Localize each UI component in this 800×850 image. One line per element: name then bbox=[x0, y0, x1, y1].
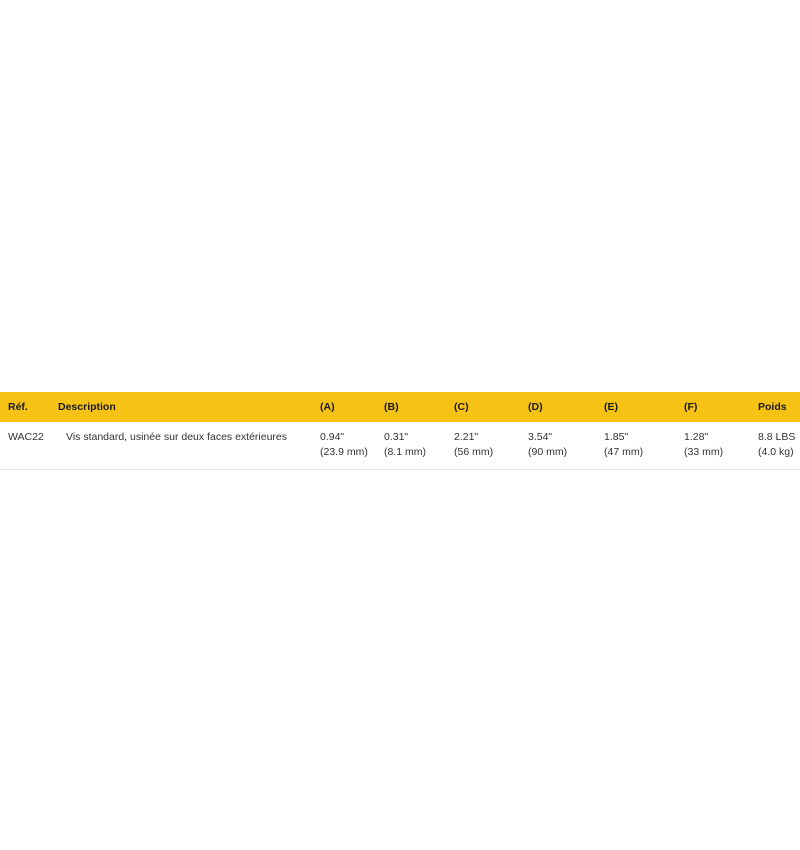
column-header-e: (E) bbox=[604, 401, 618, 413]
cell-dimension-f bbox=[684, 422, 758, 469]
dimension-e-metric: (47 mm) bbox=[604, 445, 644, 458]
specification-table-container bbox=[0, 392, 800, 470]
table-body bbox=[0, 422, 800, 469]
weight-metric: (4.0 kg) bbox=[758, 445, 794, 458]
dimension-d-metric: (90 mm) bbox=[528, 445, 568, 458]
table-row bbox=[0, 422, 800, 469]
dimension-c-metric: (56 mm) bbox=[454, 445, 494, 458]
dimension-f-imperial: 1.28" bbox=[684, 431, 709, 443]
table-header-row bbox=[0, 392, 800, 422]
cell-dimension-a bbox=[320, 422, 384, 469]
column-header-b: (B) bbox=[384, 401, 399, 413]
column-header-a: (A) bbox=[320, 401, 335, 413]
dimension-b-imperial: 0.31" bbox=[384, 431, 409, 443]
column-header-poids: Poids bbox=[758, 401, 787, 413]
dimension-e-imperial: 1.85" bbox=[604, 431, 629, 443]
dimension-f-metric: (33 mm) bbox=[684, 445, 724, 458]
cell-description: Vis standard, usinée sur deux faces extérieures bbox=[66, 431, 288, 443]
column-header-c: (C) bbox=[454, 401, 469, 413]
cell-weight bbox=[758, 422, 800, 469]
weight-imperial: 8.8 LBS bbox=[758, 431, 796, 443]
dimension-d-imperial: 3.54" bbox=[528, 431, 553, 443]
cell-dimension-b bbox=[384, 422, 454, 469]
cell-dimension-c bbox=[454, 422, 528, 469]
cell-ref: WAC22 bbox=[8, 431, 44, 443]
dimension-c-imperial: 2.21" bbox=[454, 431, 479, 443]
column-header-f: (F) bbox=[684, 401, 698, 413]
cell-dimension-e bbox=[604, 422, 684, 469]
specification-table bbox=[0, 392, 800, 470]
column-header-d: (D) bbox=[528, 401, 543, 413]
dimension-a-metric: (23.9 mm) bbox=[320, 445, 368, 458]
column-header-description: Description bbox=[58, 401, 116, 413]
dimension-b-metric: (8.1 mm) bbox=[384, 445, 426, 458]
table-header bbox=[0, 392, 800, 422]
dimension-a-imperial: 0.94" bbox=[320, 431, 345, 443]
cell-dimension-d bbox=[528, 422, 604, 469]
column-header-ref: Réf. bbox=[8, 401, 28, 413]
